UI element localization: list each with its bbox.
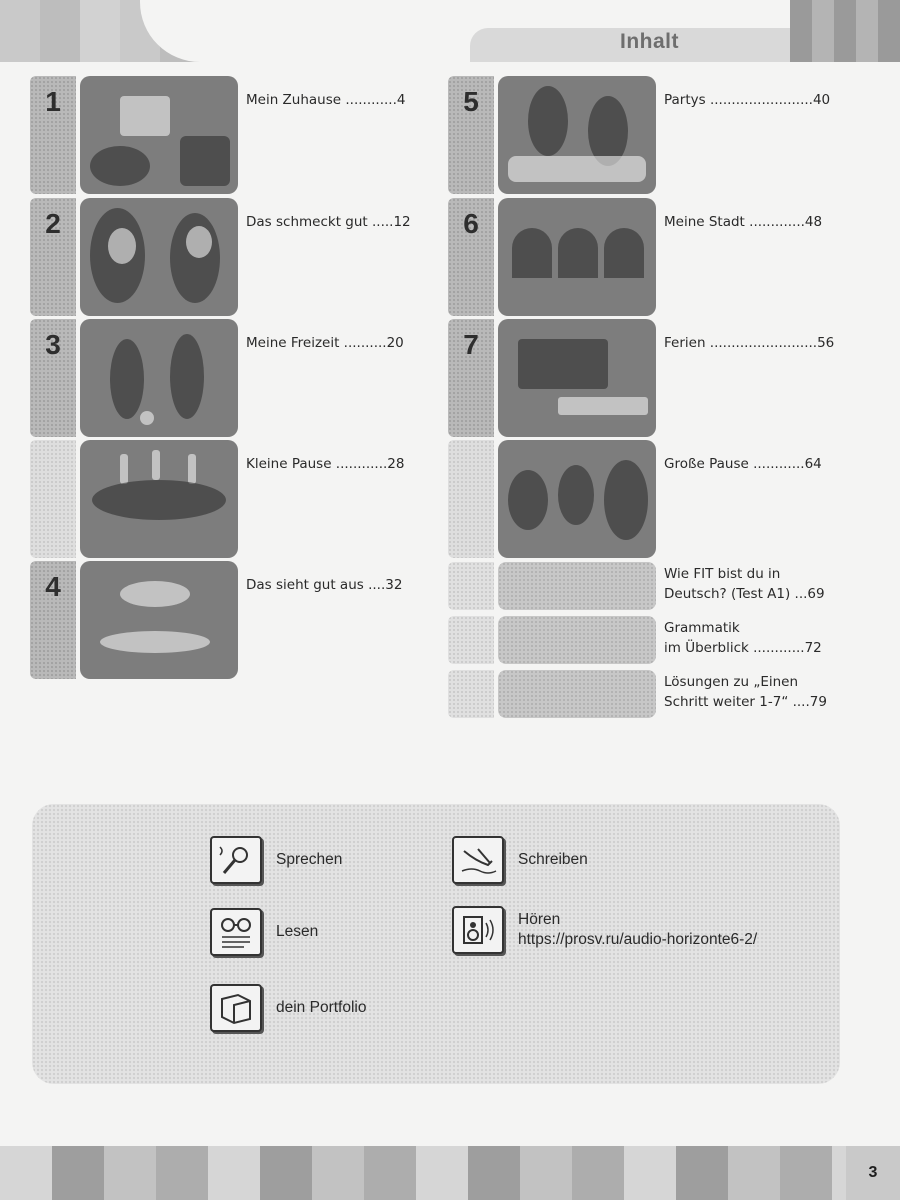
legend-label-text: Hören <box>518 911 561 928</box>
unit-number: 7 <box>463 329 479 360</box>
legend-label: Sprechen <box>276 851 343 868</box>
unit-number: 4 <box>45 571 61 602</box>
microphone-icon <box>210 836 262 884</box>
toc-entry[interactable]: Partys ........................40 <box>664 92 831 108</box>
entry-line: im Überblick ............72 <box>664 640 822 656</box>
unit-number-tab <box>448 440 494 558</box>
legend-label <box>518 910 757 950</box>
legend-portfolio <box>210 984 366 1032</box>
unit-number: 5 <box>463 86 479 117</box>
toc-entry[interactable]: Kleine Pause ............28 <box>246 456 405 472</box>
unit-number: 3 <box>45 329 61 360</box>
photo-football <box>80 319 238 437</box>
unit-5[interactable] <box>448 76 868 194</box>
entry-line: Lösungen zu „Einen <box>664 674 799 690</box>
unit-3[interactable] <box>30 319 440 437</box>
unit-6[interactable] <box>448 198 868 316</box>
toc-entry[interactable]: Ferien .........................56 <box>664 335 835 351</box>
photo-kiosk <box>498 319 656 437</box>
legend-lesen <box>210 908 318 956</box>
legend-schreiben <box>452 836 588 884</box>
unit-number: 1 <box>45 86 61 117</box>
extra-grammatik[interactable] <box>448 616 868 664</box>
audio-link[interactable]: https://prosv.ru/audio-horizonte6-2/ <box>518 931 758 948</box>
page-title: Inhalt <box>620 30 679 53</box>
speaker-icon <box>452 906 504 954</box>
header-band-corner <box>790 0 900 62</box>
entry-line: Grammatik <box>664 620 740 636</box>
unit-4[interactable] <box>30 561 440 679</box>
extra-tab <box>448 670 494 718</box>
toc-entry[interactable]: Das sieht gut aus ....32 <box>246 577 403 593</box>
extra-bar <box>498 670 656 718</box>
unit-1[interactable] <box>30 76 440 194</box>
entry-line: Deutsch? (Test A1) ...69 <box>664 586 825 602</box>
unit-kleine-pause[interactable] <box>30 440 440 558</box>
legend-label: Schreiben <box>518 851 588 868</box>
toc-entry[interactable]: Große Pause ............64 <box>664 456 822 472</box>
toc-entry[interactable] <box>664 672 864 712</box>
legend-label: dein Portfolio <box>276 999 367 1016</box>
extra-bar <box>498 616 656 664</box>
glasses-icon <box>210 908 262 956</box>
photo-advent-wreath <box>80 440 238 558</box>
toc-entry[interactable] <box>664 618 864 658</box>
legend-label: Lesen <box>276 923 319 940</box>
photo-party <box>498 76 656 194</box>
toc-entry[interactable]: Das schmeckt gut .....12 <box>246 214 411 230</box>
legend-hoeren <box>452 906 757 954</box>
unit-grosse-pause[interactable] <box>448 440 868 558</box>
legend-sprechen <box>210 836 342 884</box>
extra-fit-test[interactable] <box>448 562 868 610</box>
photo-cafe <box>498 440 656 558</box>
extra-bar <box>498 562 656 610</box>
unit-number: 2 <box>45 208 61 239</box>
toc-entry[interactable] <box>664 564 864 604</box>
writing-hand-icon <box>452 836 504 884</box>
unit-7[interactable] <box>448 319 868 437</box>
toc-entry[interactable]: Meine Stadt .............48 <box>664 214 823 230</box>
footer-band <box>0 1146 900 1200</box>
extra-tab <box>448 616 494 664</box>
photo-living-room <box>80 76 238 194</box>
page-number-box <box>846 1146 900 1200</box>
entry-line: Schritt weiter 1-7“ ....79 <box>664 694 827 710</box>
photo-acrobats <box>80 561 238 679</box>
unit-number: 6 <box>463 208 479 239</box>
toc-entry[interactable]: Mein Zuhause ............4 <box>246 92 406 108</box>
toc-entry[interactable]: Meine Freizeit ..........20 <box>246 335 404 351</box>
page-number: 3 <box>868 1164 878 1181</box>
extra-tab <box>448 562 494 610</box>
photo-station <box>498 198 656 316</box>
extra-loesungen[interactable] <box>448 670 868 718</box>
unit-2[interactable] <box>30 198 440 316</box>
unit-number-tab <box>30 440 76 558</box>
folder-icon <box>210 984 262 1032</box>
entry-line: Wie FIT bist du in <box>664 566 781 582</box>
photo-eating <box>80 198 238 316</box>
